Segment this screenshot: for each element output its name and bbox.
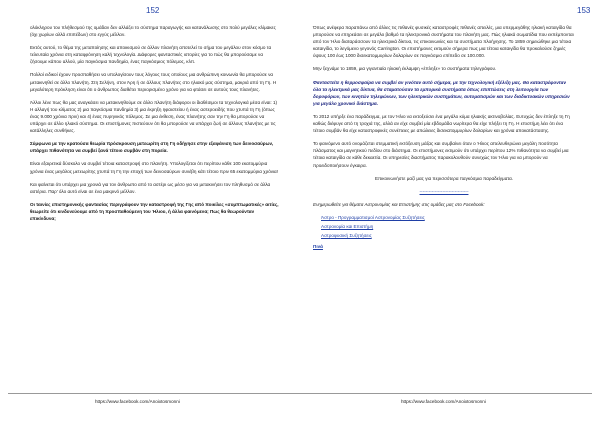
- paragraph: ολόκληρου του πλήθεσμού της ομάδαν δεν αλλάζει το σύστημα παραγωγής και κατανάλωσης στο πολύ μεγάλες κλίμακες (όχι χωρίων αλλά επιπέδων) στο εγγύς μέλλον.: [30, 25, 276, 38]
- facebook-invite: Ενημερωθείτε για θέματα Αστρονομίας και Επιστήμης στις ομάδες μας στο Facebook:: [313, 201, 485, 207]
- group-links: [313, 214, 575, 239]
- footer-url[interactable]: https://www.facebook.com/Anoixtosmonni: [95, 399, 180, 404]
- paragraph: Μην ξεχνάμε το 1859, μια γιγαντιαία ηλιακή έκλαμψη «έπληξε» το συστήματα τηλεγράφου.: [313, 66, 497, 72]
- group-link[interactable]: Άστρο - Προγραμματισμοί Αστρονομίας Συζητήσεις: [321, 214, 425, 220]
- group-link[interactable]: Αστρονομία και Επιστήμη: [321, 223, 374, 229]
- left-column: [30, 24, 280, 228]
- paragraph: Το φαινόμενο αυτό ονομάζεται στεμματική εκτόξευση μάζας και συμβαίνει όταν ο Ήλιος απελευθερώνει μεγάλη ποσότητα πλάσματος και μαγνητικού πεδίου στο διάστημα. Οι επιστήμονες εκτιμούν ότι υπάρχει περίπου 12% πιθανότητα να συμβεί μια τέτοια καταιγίδα σε κάθε δεκαετία. Οι υπηρεσίες διαστήματος παρακολουθούν συνεχώς τον Ήλιο για να μπορούν να προειδοποιήσουν έγκαιρα.: [313, 141, 569, 168]
- footer-rule: [8, 393, 300, 394]
- footer-rule: [300, 393, 592, 394]
- paragraph: Το 2012 υπήρξε ένα παράδειγμα, με τον Ήλιο να εκτοξεύσει ένα μεγάλο κύμα ηλιακής ακτινοβολίας. Ευτυχώς δεν έπληξε τη Γη καθώς διέφυγε από τη τροχιά της, αλλά αν είχε συμβεί μία εβδομάδα νωρίτερα θα είχε πλήξει τη Γη. Η επιστήμη λέει ότι ένα τέτοιο συμβάν θα είχε καταστροφικές συνέπειες με απώλειες δισεκατομμυρίων δολαρίων και χρόνια αποκατάστασης.: [313, 113, 570, 134]
- paragraph: Όπως ανέφερα παραπάνω από άλλες τις πιθανές φυσικές καταστροφές πιθανές απειλές, μια υπερμεγάθης ηλιακή καταιγίδα θα μπορούσε να επηρεάσει σε μεγάλο βαθμό τα ηλεκτρονικά συστήματα του πλανήτη μας. Πώς ηλιακά σωματίδια που εκπέμπονται από τον Ήλιο διαταράσσουν τα ηλεκτρικά δίκτυα, τις επικοινωνίες και τα συστήματα πλοήγησης. Το 1859 σημειώθηκε μια τέτοια καταιγίδα, το λεγόμενο γεγονός Carrington. Οι επιστήμονες εκτιμούν σήμερα πως μια τέτοια καταιγίδα θα προκαλούσε ζημιές ύψους 100 έως 1000 δισεκατομμυρίων δολαρίων σε παγκόσμιο επίπεδο σε 100.000.: [313, 25, 574, 59]
- right-column: [313, 24, 575, 256]
- footer-url[interactable]: https://www.facebook.com/Anoixtosmonni: [401, 399, 486, 404]
- page-number: 153: [577, 6, 591, 15]
- bold-quote: Σύμφωνα με την κρατούσα θεωρία πρόσκρουση μετεωρίτη στη Γη οδήγησε στην εξαφάνιση των δεινοσαύρων, υπάρχει πιθανότητα να συμβεί ξανά τέτοιο συμβάν στη πορεία.: [30, 141, 274, 154]
- paragraph: Είναι εξαιρετικά δύσκολο να συμβεί τέτοια καταστροφή στο πλανήτη. Υπολογίζεται ότι περίπου κάθε 100 εκατομμύρια χρόνια ένας μεγάλος μετεωρίτης χτυπά τη Γη την εποχή των δεινοσαύρων συνέβη κάτι τέτοιο πριν 65 εκατομμύρια χρόνια!: [30, 161, 278, 174]
- dash-link[interactable]: --------------------------------: [419, 188, 469, 194]
- paragraph: Πολλοί ειδικοί έχουν προσπαθήσει να υπολογίσουν τους λόγους τους οποίους μια ανθρώπινη κοινωνία θα μπορούσε να μετακινηθεί σε άλλο πλανήτη. Στη Σελήνη, στον Άρη ή σε άλλους πλανήτες στο ηλιακό μας σύστημα, μακριά από τη Γη. Η μεγαλύτερη πρόκληση είναι ότι ο άνθρωπος διαθέτει περιορισμένο χρόνο για να φτάσει σε αυτούς τους πλανήτες.: [30, 72, 277, 92]
- closing-question: Οι ταινίες επιστημονικής φαντασίας περιγράφουν την καταστροφή της Γης από ποικίλες «συμπτωματικές» αιτίες, θεωρείτε ότι κινδυνεύουμε από τη προσπαθούμενη του Ήλιου, ή άλλα φαινόμενα; Πως θα θεωρούνταν επικίνδυνα;: [30, 201, 279, 221]
- right-page: [300, 0, 600, 424]
- paragraph: Εκτός αυτού, το θέμα της μεταποίησης και αποικισμού σε άλλον πλανήτη αποτελεί το σήμα του μεγάλου στον κόσμο τα τελευταία χρόνια στη καταφρόνηση καλή τεχνολογία. Διάφορες φανταστικές ιστορίες για το πώς θα μπορούσαμε να ζήσουμε κάπου αλλού, μία παγκόσμια πανδημία, ένας παγκόσμιος πόλεμος, κλπ.: [30, 45, 272, 65]
- paragraph: Άλλοι λένε πως θα μας αναγκάσει να μετακινηθούμε σε άλλο πλανήτη διάφοροι οι διαθέσιμοι τα τεχνολογικά μέσα είναι: 1) Η αλλαγή του κλίματος 2) μια παγκόσμια πανδημία 3) μια έκρηξη ηφαιστείου ή ένας αστεροειδής που χτυπά τη Γη (όπως ένας 9.000 χρόνια πριν) και 4) ένας πυρηνικός πόλεμος. Σε μια έκθεση, ένας πλανήτης σαν την Γη θα μπορούσε να υπάρχει σε άλλο ηλιακό σύστημα. Οι επιστήμονες πιστεύουν ότι θα μπορούσε να υπάρχει ζωή σε άλλους πλανήτες με τις κατάλληλες συνθήκες.: [30, 99, 278, 134]
- paragraph: Και φαίνεται ότι υπάρχει μια χρονιά για τον άνθρωπο από το αστέρι ως μέσο για να μετακινήσει τον πληθυσμό σε άλλα αστέρια. Παρ' όλο αυτό είναι σε ένα μακρινό μέλλον.: [30, 181, 271, 194]
- share-link[interactable]: Πινά: [313, 244, 323, 250]
- blue-quote: Φανταστείτε η θερμοσφαίρα να συμβεί αν γινόταν αυτό σήμερα, με την τεχνολογική εξέλιξη μας. Θα καταστρέφονταν όλα τα ηλεκτρικά μας δίκτυα, θα σταματούσαν τα εμπορικά συστήματα όπως επιπτώσεις στη λειτουργία των δορυφόρων, των κινητών τηλεφώνων, των ηλεκτρικών συστημάτων, αυτοματισμών και των διαδικτυακών υπηρεσιών για μεγάλο χρονικό διάστημα.: [313, 79, 570, 106]
- paragraph: Επικοινωνήστε μαζί μας για περισσότερα παγκόσμια παραδείγματα.: [374, 175, 514, 181]
- page-number: 152: [146, 6, 160, 15]
- group-link[interactable]: Αστροφυσική Συζητήσεις: [321, 233, 372, 239]
